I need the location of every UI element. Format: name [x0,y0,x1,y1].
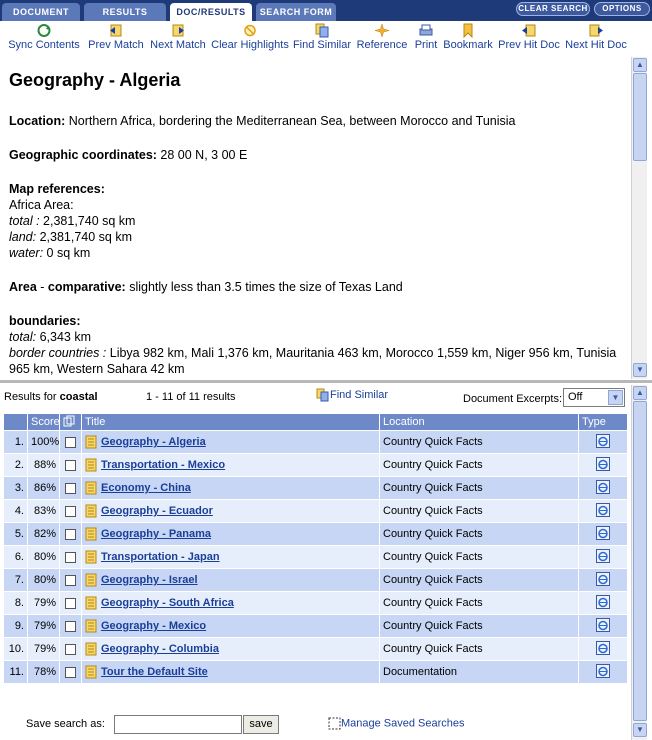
row-checkbox[interactable] [65,483,76,494]
row-title-link[interactable]: Geography - Israel [101,573,198,586]
document-pane [0,57,630,379]
row-title-link[interactable]: Geography - Columbia [101,642,219,655]
column-location[interactable]: Location [380,414,579,431]
clear-search-button[interactable]: CLEAR SEARCH [516,2,590,16]
next-match-button[interactable] [148,21,208,55]
column-score[interactable]: Score [28,414,60,431]
row-select [60,454,82,477]
document-icon [85,504,97,518]
row-location: Country Quick Facts [380,454,579,477]
prev-hit-doc-icon [521,23,537,38]
web-page-icon[interactable] [595,433,611,449]
excerpts-selected-value: Off [568,391,583,403]
results-for-label: Results for coastal [4,391,98,403]
toolbar-label: Prev Hit Doc [498,39,560,51]
row-number: 7. [4,569,28,592]
row-type [579,661,628,684]
row-score: 79% [28,638,60,661]
reference-button[interactable] [354,21,410,55]
find-similar-icon [316,388,330,402]
pane-divider[interactable] [0,380,652,383]
query-text: coastal [59,391,98,403]
row-title-cell [82,523,380,546]
map-references-value: Africa Area: [9,198,74,212]
bookmark-icon [460,23,476,38]
row-title-cell [82,615,380,638]
chevron-down-icon[interactable]: ▼ [608,390,623,405]
row-score: 88% [28,454,60,477]
tab-bar [0,0,652,21]
document-icon [85,665,97,679]
table-row[interactable] [4,477,628,500]
map-references-paragraph [9,181,621,261]
sync-contents-button[interactable] [6,21,82,55]
document-excerpts-select[interactable] [563,388,625,407]
table-header-row [4,414,628,431]
row-title-cell [82,569,380,592]
row-location: Country Quick Facts [380,523,579,546]
table-row[interactable] [4,569,628,592]
row-title-link[interactable]: Tour the Default Site [101,665,208,678]
row-checkbox[interactable] [65,529,76,540]
boundaries-label: boundaries: [9,314,81,328]
area-dash: - [36,280,48,294]
land-label: land: [9,230,37,244]
row-type [579,592,628,615]
coordinates-paragraph [9,147,621,163]
column-type[interactable]: Type [579,414,628,431]
manage-searches-icon [328,717,341,730]
results-header [0,385,630,411]
prev-hit-doc-button[interactable] [496,21,562,55]
web-page-icon[interactable] [595,663,611,679]
results-table [3,413,628,684]
area-value: slightly less than 3.5 times the size of Texas Land [125,280,403,294]
row-title-cell [82,638,380,661]
next-hit-doc-icon [588,23,604,38]
document-icon [85,481,97,495]
document-excerpts-label: Document Excerpts: [463,393,563,405]
clear-highlights-icon [242,23,258,38]
row-number: 11. [4,661,28,684]
document-icon [85,458,97,472]
row-number: 4. [4,500,28,523]
row-title-link[interactable]: Geography - Ecuador [101,504,213,517]
save-search-footer [0,712,630,738]
save-search-label: Save search as: [26,718,105,730]
find-similar-link[interactable]: Find Similar [316,388,388,402]
row-type [579,569,628,592]
results-scrollbar[interactable] [631,385,647,740]
row-title-cell [82,661,380,684]
boundaries-paragraph [9,313,621,377]
row-select [60,546,82,569]
water-label: water: [9,246,44,260]
tab-results[interactable]: RESULTS [84,3,166,21]
row-title-link[interactable]: Geography - South Africa [101,596,234,609]
boundaries-total-label: total: [9,330,37,344]
web-page-icon[interactable] [595,571,611,587]
row-select [60,523,82,546]
total-label: total : [9,214,40,228]
table-row[interactable] [4,592,628,615]
row-title-link[interactable]: Economy - China [101,481,191,494]
row-checkbox[interactable] [65,460,76,471]
row-checkbox[interactable] [65,667,76,678]
web-page-icon[interactable] [595,479,611,495]
toolbar-label: Find Similar [292,39,352,51]
document-icon [85,596,97,610]
table-row[interactable] [4,615,628,638]
table-row[interactable] [4,546,628,569]
column-select[interactable] [60,414,82,431]
row-title-link[interactable]: Geography - Algeria [101,435,206,448]
row-type [579,546,628,569]
row-score: 78% [28,661,60,684]
toolbar [0,21,652,55]
options-button[interactable]: OPTIONS [594,2,650,16]
toolbar-label: Bookmark [443,39,493,51]
scroll-down-icon[interactable]: ▼ [633,363,647,377]
web-page-icon[interactable] [595,548,611,564]
row-score: 82% [28,523,60,546]
toolbar-label: Clear Highlights [211,39,289,51]
prev-match-icon [108,23,124,38]
sync-icon [36,23,52,38]
column-num [4,414,28,431]
table-row[interactable] [4,431,628,454]
row-type [579,477,628,500]
water-value: 0 sq km [43,246,91,260]
row-checkbox[interactable] [65,506,76,517]
row-type [579,638,628,661]
row-location: Country Quick Facts [380,431,579,454]
next-hit-doc-button[interactable] [564,21,628,55]
web-page-icon[interactable] [595,594,611,610]
row-checkbox[interactable] [65,621,76,632]
document-scroll-thumb[interactable] [633,73,647,161]
table-row[interactable] [4,638,628,661]
toolbar-label: Print [414,39,438,51]
row-type [579,615,628,638]
row-score: 83% [28,500,60,523]
row-title-cell [82,500,380,523]
manage-saved-searches-link[interactable]: Manage Saved Searches [328,717,465,730]
row-title-cell [82,431,380,454]
save-search-input[interactable] [114,715,242,734]
row-select [60,500,82,523]
row-number: 5. [4,523,28,546]
row-select [60,569,82,592]
document-scrollbar[interactable] [631,57,647,379]
tab-document[interactable]: DOCUMENT [2,3,80,21]
row-type [579,454,628,477]
row-select [60,431,82,454]
row-title-link[interactable]: Geography - Panama [101,527,212,540]
row-number: 3. [4,477,28,500]
document-title: Geography - Algeria [9,70,181,90]
coordinates-label: Geographic coordinates: [9,148,157,162]
row-location: Country Quick Facts [380,638,579,661]
row-title-cell [82,592,380,615]
row-score: 80% [28,546,60,569]
row-title-link[interactable]: Transportation - Japan [101,550,220,563]
print-icon [418,23,434,38]
row-checkbox[interactable] [65,575,76,586]
row-type [579,431,628,454]
row-select [60,615,82,638]
table-row[interactable] [4,454,628,477]
row-title-cell [82,546,380,569]
next-match-icon [170,23,186,38]
tab-search-form[interactable]: SEARCH FORM [256,3,336,21]
toolbar-label: Next Hit Doc [565,39,627,51]
find-similar-button[interactable] [292,21,352,55]
location-value: Northern Africa, bordering the Mediterranean Sea, between Morocco and Tunisia [65,114,516,128]
map-references-label: Map references: [9,182,105,196]
row-score: 100% [28,431,60,454]
row-title-link[interactable]: Transportation - Mexico [101,458,226,471]
table-row[interactable] [4,661,628,684]
bookmark-button[interactable] [442,21,494,55]
location-paragraph [9,113,621,129]
toolbar-label: Reference [356,39,408,51]
row-select [60,661,82,684]
area-label: Area [9,280,37,294]
web-page-icon[interactable] [595,640,611,656]
column-title[interactable]: Title [82,414,380,431]
document-icon [85,435,97,449]
row-title-cell [82,454,380,477]
tab-doc-results[interactable]: DOC/RESULTS [170,3,252,21]
row-type [579,500,628,523]
clear-highlights-button[interactable] [210,21,290,55]
results-scroll-thumb[interactable] [633,401,647,721]
table-row[interactable] [4,523,628,546]
row-select [60,477,82,500]
border-countries-label: border countries : [9,346,107,360]
row-title-link[interactable]: Geography - Mexico [101,619,207,632]
comparative-label: comparative: [47,280,126,294]
row-location: Country Quick Facts [380,477,579,500]
row-score: 80% [28,569,60,592]
result-range: 1 - 11 of 11 results [146,391,236,403]
row-checkbox[interactable] [65,644,76,655]
row-select [60,592,82,615]
document-icon [85,527,97,541]
row-checkbox[interactable] [65,598,76,609]
boundaries-total-value: 6,343 km [36,330,91,344]
web-page-icon[interactable] [595,502,611,518]
row-location: Country Quick Facts [380,546,579,569]
row-score: 86% [28,477,60,500]
document-icon [85,619,97,633]
web-page-icon[interactable] [595,617,611,633]
select-all-icon [63,415,75,427]
document-icon [85,550,97,564]
toolbar-label: Next Match [150,39,206,51]
land-value: 2,381,740 sq km [36,230,133,244]
scroll-down-icon[interactable]: ▼ [633,723,647,737]
print-button[interactable] [412,21,440,55]
web-page-icon[interactable] [595,456,611,472]
toolbar-label: Sync Contents [8,39,80,51]
row-score: 79% [28,615,60,638]
toolbar-label: Prev Match [88,39,144,51]
row-location: Country Quick Facts [380,592,579,615]
save-button[interactable]: save [243,715,279,734]
row-location: Country Quick Facts [380,569,579,592]
row-select [60,638,82,661]
table-row[interactable] [4,500,628,523]
location-label: Location: [9,114,66,128]
row-number: 2. [4,454,28,477]
find-similar-icon [314,23,330,38]
row-number: 10. [4,638,28,661]
row-number: 6. [4,546,28,569]
row-checkbox[interactable] [65,437,76,448]
total-value: 2,381,740 sq km [39,214,136,228]
document-icon [85,573,97,587]
row-title-cell [82,477,380,500]
row-location: Documentation [380,661,579,684]
row-location: Country Quick Facts [380,500,579,523]
border-countries-value: Libya 982 km, Mali 1,376 km, Mauritania 463 km, Morocco 1,559 km, Niger 956 km, Tunisia 965 km, Western Sahara 42 km [9,346,617,376]
row-number: 8. [4,592,28,615]
row-checkbox[interactable] [65,552,76,563]
coordinates-value: 28 00 N, 3 00 E [156,148,248,162]
scroll-up-icon[interactable]: ▲ [633,58,647,72]
row-number: 9. [4,615,28,638]
area-comparative-paragraph [9,279,621,295]
web-page-icon[interactable] [595,525,611,541]
row-number: 1. [4,431,28,454]
reference-icon [374,23,390,38]
row-location: Country Quick Facts [380,615,579,638]
prev-match-button[interactable] [86,21,146,55]
document-icon [85,642,97,656]
scroll-up-icon[interactable]: ▲ [633,386,647,400]
row-type [579,523,628,546]
row-score: 79% [28,592,60,615]
